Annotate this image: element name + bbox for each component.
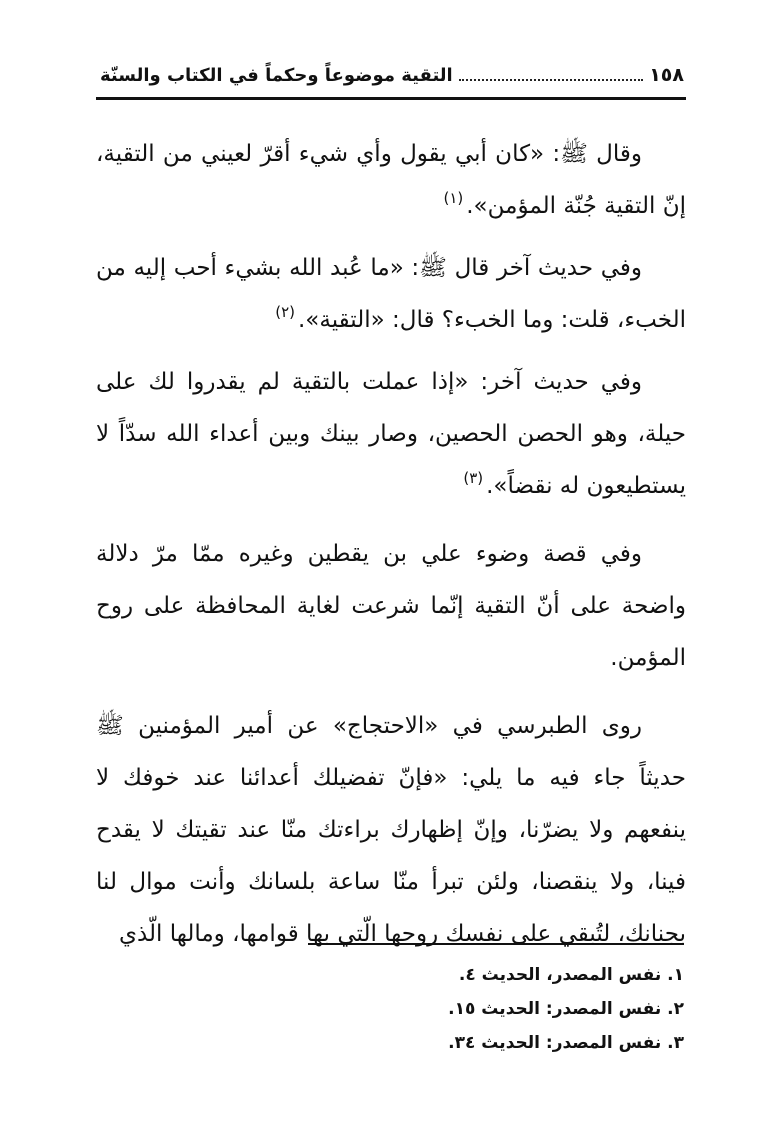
header-rule — [96, 97, 686, 100]
running-header — [100, 58, 684, 92]
paragraph-1-text: وقال ﷺ: «كان أبي يقول وأي شيء أقرّ لعيني من التقية، إنّ التقية جُنّة المؤمن». — [96, 141, 686, 219]
footnote-rule — [308, 943, 684, 945]
footnotes — [300, 958, 684, 1060]
running-title: التقية موضوعاً وحكماً في الكتاب والسنّة — [100, 64, 453, 86]
footnote-2: ٢. نفس المصدر: الحديث ١٥. — [448, 999, 684, 1019]
footnote-ref-1: (١) — [443, 189, 464, 207]
page-number: ١٥٨ — [649, 64, 684, 86]
header-leader-dots — [459, 78, 643, 81]
body-text — [96, 128, 686, 960]
footnote-ref-3: (٣) — [463, 469, 484, 487]
paragraph-3 — [96, 356, 686, 512]
paragraph-2 — [96, 242, 686, 346]
paragraph-5 — [96, 700, 686, 960]
paragraph-1 — [96, 128, 686, 232]
paragraph-2-text: وفي حديث آخر قال ﷺ: «ما عُبد الله بشيء أحب إليه من الخبء، قلت: وما الخبء؟ قال: «التقية». — [96, 255, 686, 333]
paragraph-5-text: روى الطبرسي في «الاحتجاج» عن أمير المؤمنين ﷺ حديثاً جاء فيه ما يلي: «فإنّ تفضيلك أعدائنا عند خوفك لا ينفعهم ولا يضرّنا، وإنّ إظهارك براءتك منّا عند تقيتك لا يقدح فينا، ولا ينقصنا، ولئن تبرأ منّا ساعة بلسانك وأنت موال لنا بجنانك، لتُبقي على نفسك روحها الّتي بها قوامها، ومالها الّذي — [96, 713, 686, 947]
paragraph-4 — [96, 528, 686, 684]
footnote-ref-2: (٢) — [275, 303, 295, 321]
paragraph-4-text: وفي قصة وضوء علي بن يقطين وغيره ممّا مرّ دلالة واضحة على أنّ التقية إنّما شرعت لغاية المحافظة على روح المؤمن. — [96, 541, 686, 671]
footnote-1: ١. نفس المصدر، الحديث ٤. — [458, 965, 684, 985]
footnote-3: ٣. نفس المصدر: الحديث ٣٤. — [448, 1033, 684, 1053]
paragraph-3-text: وفي حديث آخر: «إذا عملت بالتقية لم يقدروا لك على حيلة، وهو الحصن الحصين، وصار بينك وبين أعداء الله سدّاً لا يستطيعون له نقضاً». — [96, 369, 686, 499]
